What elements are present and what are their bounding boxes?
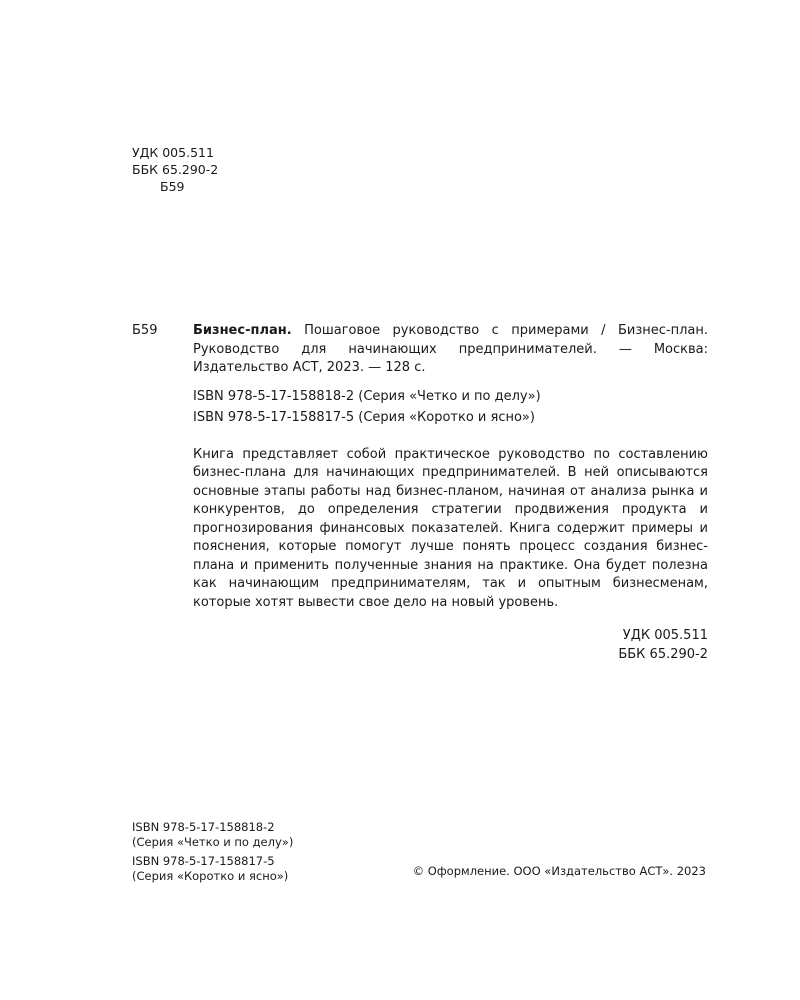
bbk-code: ББК 65.290-2 <box>618 647 708 662</box>
series-name: (Серия «Четко и по делу») <box>132 835 294 849</box>
bibliographic-description <box>193 322 708 378</box>
udk-code: УДК 005.511 <box>622 628 708 643</box>
classification-footer <box>193 626 708 664</box>
copyright-notice: © Оформление. ООО «Издательство АСТ». 2023 <box>412 864 706 878</box>
isbn-group <box>132 854 293 884</box>
classification-header <box>132 144 218 195</box>
author-sign: Б59 <box>160 179 185 194</box>
isbn-group <box>132 820 293 850</box>
udk-code: УДК 005.511 <box>132 145 214 160</box>
isbn-line: ISBN 978-5-17-158817-5 (Серия «Коротко и ясно») <box>193 410 535 425</box>
series-name: (Серия «Коротко и ясно») <box>132 869 289 883</box>
isbn-footer <box>132 820 293 888</box>
isbn-number: ISBN 978-5-17-158817-5 <box>132 854 275 868</box>
entry-author-sign: Б59 <box>132 323 158 338</box>
book-title: Бизнес-план. <box>193 323 292 338</box>
isbn-line: ISBN 978-5-17-158818-2 (Серия «Четко и по делу») <box>193 388 541 404</box>
isbn-number: ISBN 978-5-17-158818-2 <box>132 820 275 834</box>
entry-body <box>193 322 708 664</box>
bibliographic-entry <box>132 322 708 664</box>
isbn-block <box>193 388 708 428</box>
annotation: Книга представляет собой практическое руководство по составлению бизнес-плана для начинающих предпринимателей. В ней описываются основные этапы работы над бизнес-планом, начиная от анализа рынка и конкурентов, до определения стратегии продвижения продукта и прогнозирования финансовых показателей. Книга содержит примеры и пояснения, которые помогут лучше понять процесс создания бизнес-плана и применить полученные знания на практике. Она будет полезна как начинающим предпринимателям, так и опытным бизнесменам, которые хотят вывести свое дело на новый уровень. <box>193 446 708 610</box>
description-text: Пошаговое руководство с примерами / Бизнес-план. Руководство для начинающих предпринимателей. — Москва: Издательство АСТ, 2023. — 128 с. <box>193 323 708 375</box>
bbk-code: ББК 65.290-2 <box>132 162 219 177</box>
